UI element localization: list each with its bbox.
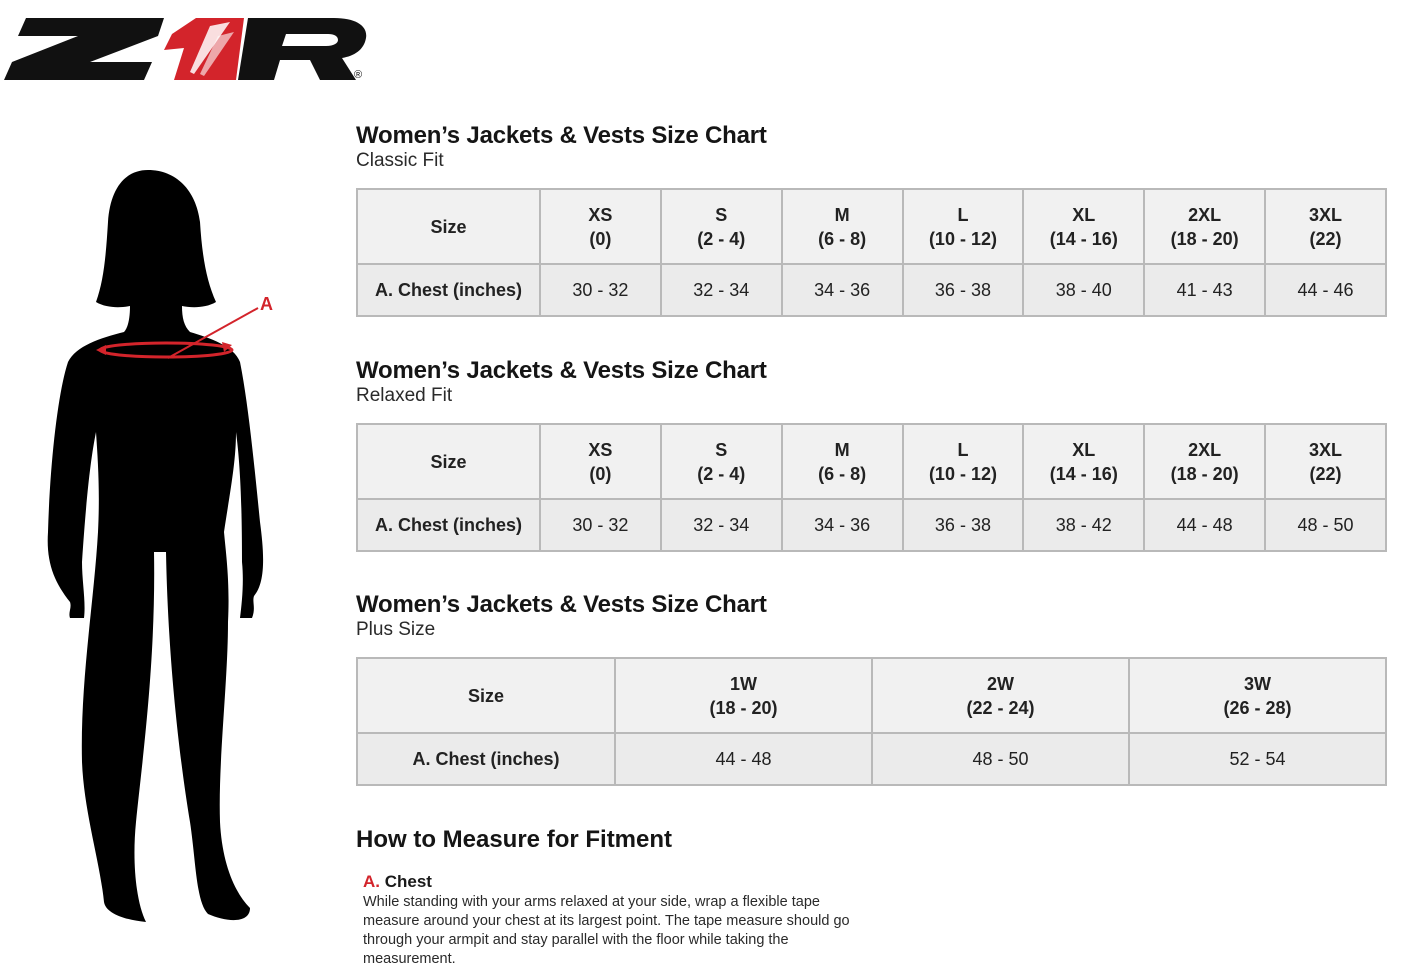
chart-title: Women’s Jackets & Vests Size Chart [356, 122, 767, 149]
chest-row [357, 264, 1386, 316]
size-name: XL [1072, 439, 1096, 460]
size-name: 2XL [1188, 439, 1222, 460]
size-cell-s [661, 424, 782, 499]
size-name: 2W [987, 673, 1014, 694]
size-name: M [834, 204, 850, 225]
size-cell-3xl [1265, 189, 1386, 264]
chest-value-cell: 38 - 42 [1023, 499, 1144, 551]
size-cell-3w [1129, 658, 1386, 733]
size-header-row [357, 189, 1386, 264]
size-name: L [957, 439, 969, 460]
chest-value-cell: 30 - 32 [540, 264, 661, 316]
size-cell-2xl [1144, 424, 1265, 499]
size-cell-2w [872, 658, 1129, 733]
size-range: (22) [1309, 463, 1342, 484]
chest-value-cell: 32 - 34 [661, 264, 782, 316]
size-cell-l [903, 189, 1024, 264]
size-range: (2 - 4) [697, 463, 746, 484]
size-range: (22 - 24) [966, 697, 1035, 718]
size-range: (0) [589, 228, 612, 249]
woman-silhouette-figure [40, 162, 280, 932]
size-range: (14 - 16) [1049, 228, 1118, 249]
row-label: A. Chest (inches) [357, 264, 540, 316]
size-cell-xs [540, 189, 661, 264]
row-label: A. Chest (inches) [357, 499, 540, 551]
measure-item-chest [363, 872, 956, 969]
chest-value-cell: 34 - 36 [782, 499, 903, 551]
size-range: (18 - 20) [1170, 463, 1239, 484]
size-name: 3W [1244, 673, 1271, 694]
measure-item-name: Chest [384, 872, 432, 891]
chart-title: Women’s Jackets & Vests Size Chart [356, 591, 767, 618]
size-cell-l [903, 424, 1024, 499]
size-header-cell: Size [357, 189, 540, 264]
size-cell-m [782, 189, 903, 264]
chest-row [357, 733, 1386, 785]
chest-value-cell: 44 - 48 [615, 733, 872, 785]
chest-value-cell: 48 - 50 [1265, 499, 1386, 551]
measure-item-heading [363, 872, 956, 892]
size-cell-s [661, 189, 782, 264]
size-cell-xs [540, 424, 661, 499]
size-cell-xl [1023, 424, 1144, 499]
measure-item-text: While standing with your arms relaxed at your side, wrap a flexible tape measure around your chest at its largest point. The tape measure should go through your armpit and stay parallel with the floor while taking the measurement. [363, 894, 850, 967]
chest-value-cell: 30 - 32 [540, 499, 661, 551]
size-range: (2 - 4) [697, 228, 746, 249]
size-range: (18 - 20) [1170, 228, 1239, 249]
size-range: (18 - 20) [709, 697, 778, 718]
size-range: (26 - 28) [1223, 697, 1292, 718]
chest-value-cell: 44 - 46 [1265, 264, 1386, 316]
size-name: 3XL [1309, 204, 1343, 225]
size-chart-plus-size [356, 591, 1387, 786]
chart-subtitle: Classic Fit [356, 150, 444, 171]
size-name: M [834, 439, 850, 460]
size-cell-2xl [1144, 189, 1265, 264]
registered-mark: ® [354, 69, 363, 81]
chest-value-cell: 41 - 43 [1144, 264, 1265, 316]
z1r-logo [4, 14, 374, 82]
size-range: (6 - 8) [818, 228, 867, 249]
size-table [356, 423, 1387, 552]
measure-marker-a: A [260, 294, 273, 314]
chest-value-cell: 52 - 54 [1129, 733, 1386, 785]
size-name: 3XL [1309, 439, 1343, 460]
size-range: (10 - 12) [928, 463, 997, 484]
size-name: 2XL [1188, 204, 1222, 225]
chart-subtitle: Plus Size [356, 619, 436, 640]
size-cell-xl [1023, 189, 1144, 264]
measure-item-letter: A. [363, 872, 380, 891]
size-chart-relaxed-fit [356, 357, 1387, 552]
size-header-cell: Size [357, 424, 540, 499]
row-label: A. Chest (inches) [357, 733, 615, 785]
size-cell-1w [615, 658, 872, 733]
size-header-row [357, 424, 1386, 499]
size-name: XS [588, 439, 613, 460]
measure-title: How to Measure for Fitment [356, 826, 673, 853]
chest-value-cell: 44 - 48 [1144, 499, 1265, 551]
chart-subtitle: Relaxed Fit [356, 385, 453, 406]
size-name: S [715, 439, 728, 460]
size-range: (6 - 8) [818, 463, 867, 484]
chest-value-cell: 34 - 36 [782, 264, 903, 316]
size-name: XL [1072, 204, 1096, 225]
chart-title: Women’s Jackets & Vests Size Chart [356, 357, 767, 384]
size-range: (10 - 12) [928, 228, 997, 249]
chest-row [357, 499, 1386, 551]
size-cell-3xl [1265, 424, 1386, 499]
chest-value-cell: 38 - 40 [1023, 264, 1144, 316]
size-header-cell: Size [357, 658, 615, 733]
size-name: L [957, 204, 969, 225]
size-header-row [357, 658, 1386, 733]
chest-value-cell: 36 - 38 [903, 264, 1024, 316]
size-range: (0) [589, 463, 612, 484]
chest-value-cell: 32 - 34 [661, 499, 782, 551]
size-name: S [715, 204, 728, 225]
chest-value-cell: 36 - 38 [903, 499, 1024, 551]
size-cell-m [782, 424, 903, 499]
size-table [356, 188, 1387, 317]
size-name: XS [588, 204, 613, 225]
chest-value-cell: 48 - 50 [872, 733, 1129, 785]
size-range: (14 - 16) [1049, 463, 1118, 484]
size-range: (22) [1309, 228, 1342, 249]
size-table [356, 657, 1387, 786]
how-to-measure-section [356, 826, 956, 969]
size-chart-classic-fit [356, 122, 1387, 317]
size-name: 1W [730, 673, 757, 694]
